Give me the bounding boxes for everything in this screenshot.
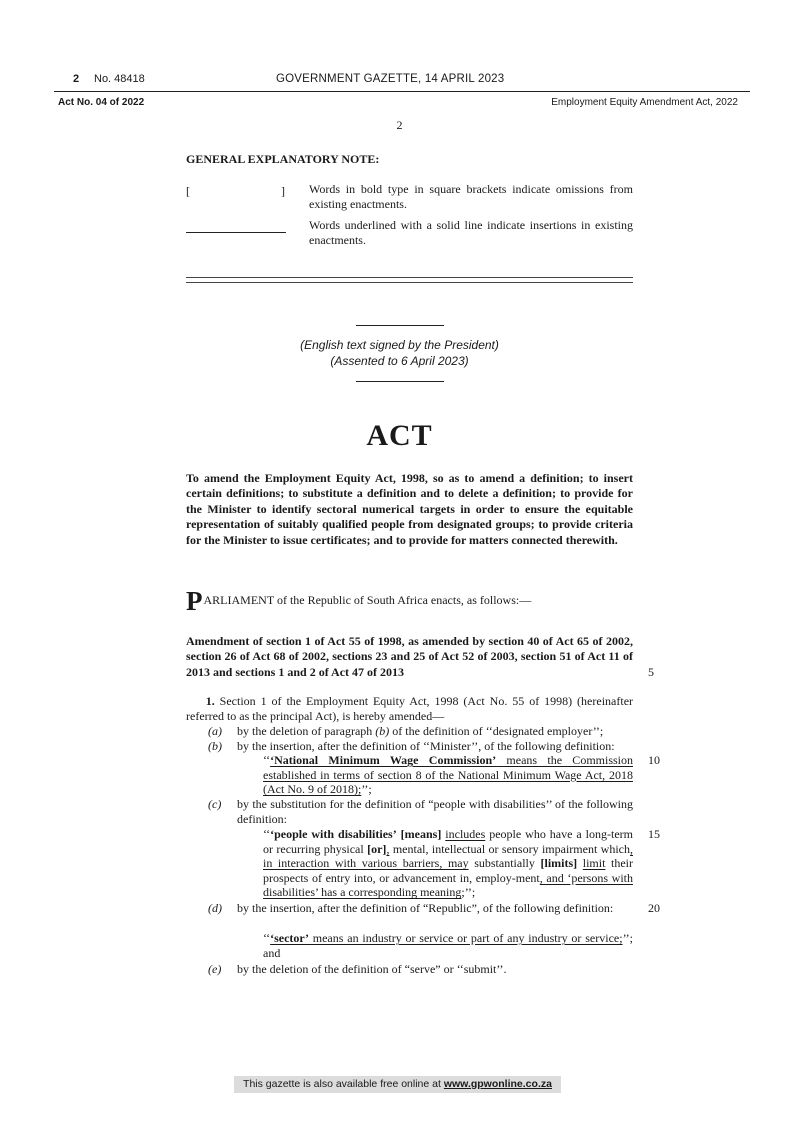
amendment-label: (b) (208, 739, 222, 753)
bracket-open: [ (186, 184, 190, 198)
quote-mark: ;’’; (461, 885, 476, 900)
underline-symbol (186, 232, 286, 233)
line-number: 15 (648, 827, 660, 841)
inserted-word: , and ‘persons with disabilities’ has a corresponding meaning (263, 870, 633, 900)
defined-term: ‘people with disabilities’ (270, 827, 397, 841)
signing-line-1: (English text signed by the President) (300, 338, 499, 352)
inserted-word: includes (445, 827, 486, 841)
quote-mark: ‘‘ (263, 753, 271, 767)
quote-mark: ’’; (361, 782, 372, 797)
footer-notice (234, 1076, 561, 1093)
long-title: To amend the Employment Equity Act, 1998, so as to amend a definition; to insert certain definitions; to substitute a definition and to delete a definition; to provide for the Minister to identify sectoral numerical targets in order to ensure the equitable representation of suitably qualified people from designated groups; to provide criteria for the Minister to issue certificates; and to provide for matters connected therewith. (186, 471, 633, 547)
definition-text: their prospects of entry into, or advancement in, employ-ment (263, 856, 634, 885)
amendment-a (208, 724, 633, 739)
inserted-word: limit (582, 856, 606, 871)
defined-term: ‘National Minimum Wage Commission’ (270, 753, 497, 767)
gazette-title: GOVERNMENT GAZETTE, 14 APRIL 2023 (276, 73, 505, 85)
definition-text: means an industry or service or part of any industry or service; (308, 931, 623, 945)
enactment-text: ARLIAMENT of the Republic of South Africa enacts, as follows:— (203, 593, 532, 607)
quote-mark: ‘‘ (263, 827, 271, 841)
signing-rule-top (356, 325, 444, 326)
line-number: 20 (648, 901, 660, 915)
section-intro-text: Section 1 of the Employment Equity Act, 1998 (Act No. 55 of 1998) (hereinafter referred to as the principal Act), is hereby amended— (186, 694, 634, 723)
act-running-title: Employment Equity Amendment Act, 2022 (551, 97, 738, 108)
amendment-text: of the definition of ‘‘designated employer’’; (389, 724, 604, 738)
signing-line-2: (Assented to 6 April 2023) (330, 354, 469, 368)
definition-text: impairment which (538, 841, 630, 856)
definition-sector (263, 931, 633, 960)
note-double-rule (186, 277, 633, 283)
gazette-number: No. 48418 (94, 73, 145, 85)
omitted-word: [or] (367, 841, 387, 856)
note-underline-explanation: Words underlined with a solid line indicate insertions in existing enactments. (309, 218, 633, 247)
amendment-label: (d) (208, 901, 222, 915)
amendment-b (208, 739, 633, 754)
amendment-text: by the insertion, after the definition of “Republic”, of the following definition: (237, 901, 614, 915)
line-number: 10 (648, 753, 660, 767)
definition-text: people who have a long-term or recurring physical (263, 827, 633, 856)
section-heading: Amendment of section 1 of Act 55 of 1998, as amended by section 40 of Act 65 of 2002, section 26 of Act 68 of 2002, sections 23 and 25 of Act 52 of 2003, section 51 of Act 11 of 2013 and sections 1 and 2 of Act 47 of 2013 (186, 634, 633, 679)
definition-text: substantially (468, 856, 541, 871)
drop-cap: P (186, 586, 203, 616)
defined-term: ‘sector’ (270, 931, 309, 945)
footer-link[interactable]: www.gpwonline.co.za (443, 1078, 552, 1090)
amendment-c (208, 797, 633, 826)
bracket-close: ] (281, 184, 285, 198)
page-number: 2 (73, 73, 80, 85)
amendment-text: by the deletion of the definition of “serve” or ‘‘submit’’. (237, 962, 507, 976)
enactment-clause (186, 586, 633, 616)
signing-rule-bottom (356, 381, 444, 382)
definition-national-minimum-wage-commission (263, 753, 633, 797)
omitted-word: [limits] (540, 856, 578, 871)
act-number: Act No. 04 of 2022 (58, 97, 145, 108)
section-1-intro (186, 694, 633, 723)
amendment-label: (e) (208, 962, 222, 976)
amendment-text: by the deletion of paragraph (237, 724, 376, 738)
definition-text: mental, intellectual or sensory (392, 841, 539, 856)
line-number: 5 (648, 665, 654, 679)
note-heading: GENERAL EXPLANATORY NOTE: (186, 152, 380, 166)
definition-text: means the Commission established in terms of section 8 of the National Minimum Wage Act, 2018 (Act No. 9 of 2018); (263, 753, 633, 797)
omitted-word: [means] (400, 827, 442, 841)
inserted-word: , (386, 841, 390, 856)
amendment-label: (a) (208, 724, 222, 738)
footer-text: This gazette is also available free online at (243, 1078, 444, 1090)
bracket-symbol (186, 184, 286, 199)
quote-mark: ’’; and (263, 931, 633, 960)
amendment-label: (c) (208, 797, 222, 811)
header-rule (54, 91, 750, 92)
act-heading: ACT (366, 419, 433, 452)
definition-people-with-disabilities (263, 827, 633, 900)
amendment-text: by the insertion, after the definition of ‘‘Minister’’, of the following definition: (237, 739, 615, 753)
note-bold-explanation: Words in bold type in square brackets indicate omissions from existing enactments. (309, 182, 633, 211)
amendment-d (208, 901, 633, 916)
amendment-text: by the substitution for the definition of “people with disabilities’’ of the following definition: (237, 797, 633, 826)
amendment-em: (b) (375, 724, 390, 738)
quote-mark: ‘‘ (263, 931, 271, 945)
inner-page-number: 2 (396, 118, 403, 132)
inserted-word: , in interaction with various barriers, may (263, 841, 633, 871)
section-number: 1. (205, 694, 215, 708)
amendment-e (208, 962, 633, 977)
